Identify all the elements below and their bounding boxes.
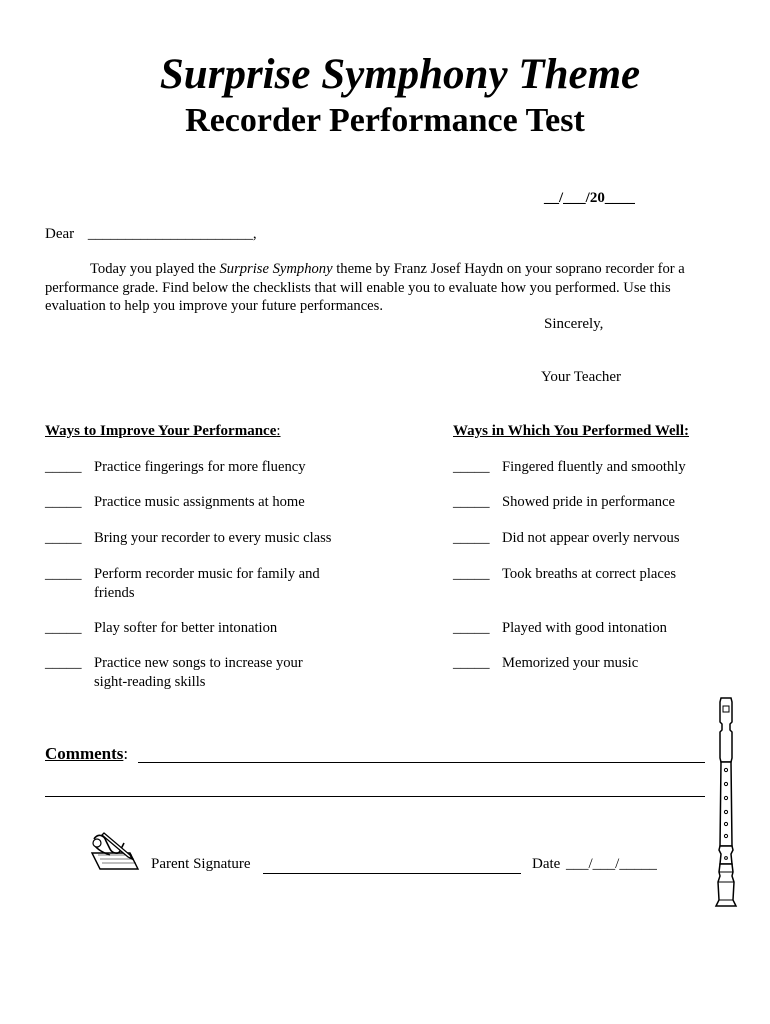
performed-well-item-label: Played with good intonation bbox=[502, 620, 667, 636]
checkbox-blank[interactable]: _____ bbox=[45, 494, 82, 510]
performed-well-item-label: Memorized your music bbox=[502, 655, 639, 671]
parent-signature-line[interactable] bbox=[263, 873, 521, 874]
greeting-dear: Dear bbox=[45, 226, 75, 242]
performed-well-heading-colon: : bbox=[683, 423, 689, 439]
recorder-instrument-icon bbox=[712, 696, 740, 910]
improve-item-label: Perform recorder music for family and friends bbox=[94, 566, 320, 601]
checkbox-blank[interactable]: _____ bbox=[45, 459, 82, 475]
checkbox-blank[interactable]: _____ bbox=[453, 530, 490, 546]
improve-heading bbox=[45, 423, 281, 440]
comments-line[interactable] bbox=[45, 796, 705, 797]
checkbox-blank[interactable]: _____ bbox=[453, 566, 490, 582]
date-field: __/___/20____ bbox=[544, 190, 635, 206]
pen-writing-icon bbox=[88, 831, 140, 871]
performed-well-item-label: Took breaths at correct places bbox=[502, 566, 677, 582]
improve-item-label: Practice new songs to increase your sight-reading skills bbox=[94, 655, 303, 690]
greeting bbox=[45, 226, 257, 243]
improve-heading-colon: : bbox=[276, 423, 281, 439]
improve-heading-text: Ways to Improve Your Performance bbox=[45, 423, 277, 439]
checkbox-blank[interactable]: _____ bbox=[453, 459, 490, 475]
letter-body bbox=[45, 260, 720, 316]
performed-well-item-label: Did not appear overly nervous bbox=[502, 530, 680, 546]
letter-italic-title: Surprise Symphony bbox=[219, 261, 333, 277]
letter-text-2: theme by Franz Josef Haydn on your soprano recorder for a performance grade. Find below the checklists that will enable you to evaluate how you performed. Use this evaluation to help you improve your future performances. bbox=[45, 261, 685, 314]
greeting-name-blank: ______________________, bbox=[87, 226, 257, 242]
letter-closing: Sincerely, bbox=[544, 316, 604, 332]
checkbox-blank[interactable]: _____ bbox=[45, 566, 82, 582]
checkbox-blank[interactable]: _____ bbox=[453, 620, 490, 636]
page-title: Surprise Symphony Theme bbox=[159, 51, 641, 98]
comments-heading bbox=[45, 744, 128, 764]
improve-item-label: Bring your recorder to every music class bbox=[94, 530, 332, 546]
footer-date-label: Date bbox=[532, 856, 561, 872]
comments-colon: : bbox=[123, 744, 129, 763]
comments-label: Comments bbox=[45, 744, 124, 763]
parent-signature-label: Parent Signature bbox=[151, 856, 251, 872]
comments-line[interactable] bbox=[138, 762, 705, 763]
checkbox-blank[interactable]: _____ bbox=[45, 620, 82, 636]
footer-date-blank[interactable]: ___/___/_____ bbox=[566, 856, 657, 872]
improve-item-label: Practice fingerings for more fluency bbox=[94, 459, 306, 475]
checkbox-blank[interactable]: _____ bbox=[45, 530, 82, 546]
checkbox-blank[interactable]: _____ bbox=[453, 655, 490, 671]
improve-item-label: Practice music assignments at home bbox=[94, 494, 305, 510]
performed-well-heading bbox=[453, 423, 689, 440]
letter-signature: Your Teacher bbox=[541, 369, 622, 385]
checkbox-blank[interactable]: _____ bbox=[453, 494, 490, 510]
improve-item-label: Play softer for better intonation bbox=[94, 620, 278, 636]
checkbox-blank[interactable]: _____ bbox=[45, 655, 82, 671]
performed-well-item-label: Showed pride in performance bbox=[502, 494, 676, 510]
performed-well-heading-text: Ways in Which You Performed Well bbox=[453, 423, 684, 439]
letter-text-1: Today you played the bbox=[90, 261, 220, 277]
page-subtitle: Recorder Performance Test bbox=[185, 102, 585, 139]
performed-well-item-label: Fingered fluently and smoothly bbox=[502, 459, 686, 475]
